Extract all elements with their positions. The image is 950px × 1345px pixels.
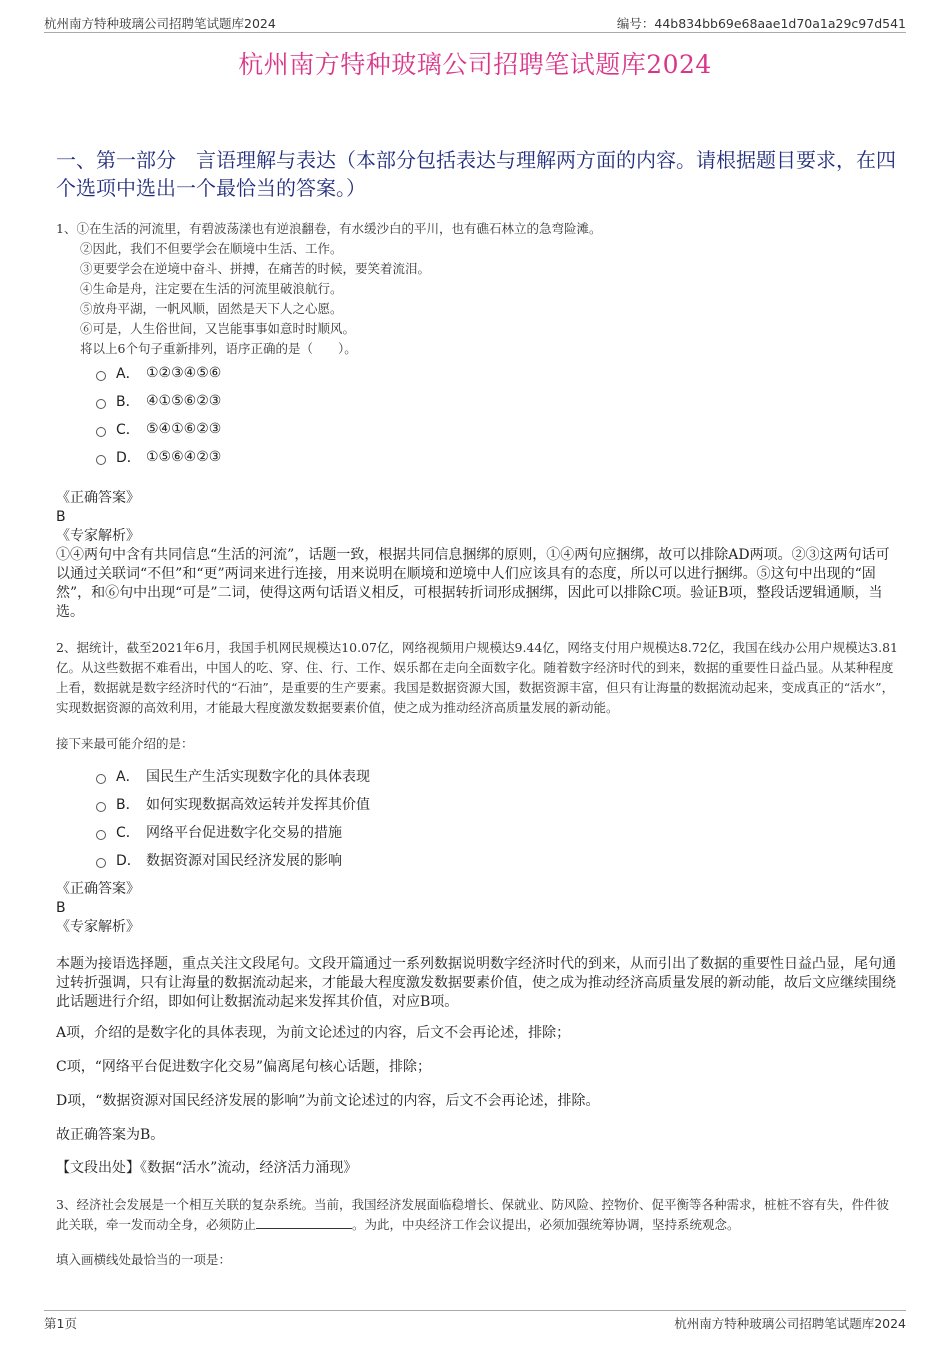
option-d[interactable] xyxy=(96,846,370,874)
option-text: 网络平台促进数字化交易的措施 xyxy=(146,825,342,841)
fill-in-blank xyxy=(256,1216,352,1229)
analysis-paragraph: A项，介绍的是数字化的具体表现，为前文论述过的内容，后文不会再论述，排除； xyxy=(56,1025,571,1041)
analysis-label: 《专家解析》 xyxy=(56,919,140,935)
option-letter: B． xyxy=(116,394,140,410)
question-2-options xyxy=(96,762,370,874)
radio-icon[interactable] xyxy=(96,455,106,465)
answer-value: B xyxy=(56,900,66,916)
analysis-paragraph: 本题为接语选择题，重点关注文段尾句。文段开篇通过一系列数据说明数字经济时代的到来，从而引出了数据的重要性日益凸显，尾句通过转折强调，只有让海量的数据流动起来，才能最大程度激发数据要素价值，使之成为推动经济高质量发展的新动能，故后文应继续围绕此话题进行介绍，即如何让数据流动起来发挥其价值，对应B项。 xyxy=(56,956,896,1010)
radio-icon[interactable] xyxy=(96,858,106,868)
question-1-stem xyxy=(56,219,898,359)
radio-icon[interactable] xyxy=(96,830,106,840)
option-a[interactable] xyxy=(96,359,221,387)
page-title: 杭州南方特种玻璃公司招聘笔试题库2024 xyxy=(238,50,712,79)
source-citation: 【文段出处】《数据“活水”流动，经济活力涌现》 xyxy=(56,1160,358,1176)
option-c[interactable] xyxy=(96,818,370,846)
section-heading: 一、第一部分 言语理解与表达（本部分包括表达与理解两方面的内容。请根据题目要求，在四个选项中选出一个最恰当的答案。） xyxy=(56,148,896,200)
analysis-paragraph: C项，“网络平台促进数字化交易”偏离尾句核心话题，排除； xyxy=(56,1059,432,1075)
question-1-answer xyxy=(56,489,898,622)
option-text: 数据资源对国民经济发展的影响 xyxy=(146,853,342,869)
option-a[interactable] xyxy=(96,762,370,790)
question-2-stem: 2、据统计，截至2021年6月，我国手机网民规模达10.07亿，网络视频用户规模达9.44亿，网络支付用户规模达8.72亿，我国在线办公用户规模达3.81亿。从这些数据不难看出，中国人的吃、穿、住、行、工作、娱乐都在走向全面数字化。随着数字经济时代的到来，数据的重要性日益凸显。从某种程度上看，数据就是数字经济时代的“石油”，是重要的生产要素。我国是数据资源大国，数据资源丰富，但只有让海量的数据流动起来，变成真正的“活水”，实现数据资源的高效利用，才能最大程度激发数据要素价值，使之成为推动经济高质量发展的新动能。 xyxy=(56,640,899,715)
radio-icon[interactable] xyxy=(96,371,106,381)
radio-icon[interactable] xyxy=(96,427,106,437)
analysis-text: ①④两句中含有共同信息“生活的河流”，话题一致，根据共同信息捆绑的原则，①④两句应捆绑，故可以排除AD两项。②③这两句话可以通过关联词“不但”和“更”两词来进行连接，用来说明在顺境和逆境中人们应该具有的态度，所以可以进行捆绑。⑤这句中出现的“固然”，和⑥句中出现“可是”二词，使得这两句话语义相反，可根据转折词形成捆绑，因此可以排除C项。验证B项，整段话逻辑通顺，当选。 xyxy=(56,547,890,620)
analysis-paragraph: D项，“数据资源对国民经济发展的影响”为前文论述过的内容，后文不会再论述，排除。 xyxy=(56,1093,600,1109)
header-divider xyxy=(44,32,906,33)
option-b[interactable] xyxy=(96,387,221,415)
option-letter: B． xyxy=(116,797,140,813)
header-doc-title: 杭州南方特种玻璃公司招聘笔试题库2024 xyxy=(44,16,276,31)
answer-label: 《正确答案》 xyxy=(56,490,140,506)
question-2-answer xyxy=(56,880,898,937)
radio-icon[interactable] xyxy=(96,802,106,812)
q1-line: ⑥可是，人生俗世间，又岂能事事如意时时顺风。 xyxy=(80,321,356,336)
q1-line: ⑤放舟平湖，一帆风顺，固然是天下人之心愿。 xyxy=(80,301,343,316)
option-letter: A． xyxy=(116,769,140,785)
question-2-prompt: 接下来最可能介绍的是： xyxy=(56,736,194,751)
option-d[interactable] xyxy=(96,443,221,471)
radio-icon[interactable] xyxy=(96,399,106,409)
analysis-label: 《专家解析》 xyxy=(56,528,140,544)
option-letter: C． xyxy=(116,825,140,841)
q1-line: 将以上6个句子重新排列，语序正确的是（ ）。 xyxy=(80,341,357,356)
option-b[interactable] xyxy=(96,790,370,818)
option-text: 国民生产生活实现数字化的具体表现 xyxy=(146,769,370,785)
analysis-paragraph: 故正确答案为B。 xyxy=(56,1127,165,1143)
option-letter: D． xyxy=(116,450,141,466)
option-text: 如何实现数据高效运转并发挥其价值 xyxy=(146,797,370,813)
answer-value: B xyxy=(56,509,66,525)
footer-divider xyxy=(44,1310,906,1311)
q3-stem-part: 。为此，中央经济工作会议提出，必须加强统筹协调，坚持系统观念。 xyxy=(352,1217,740,1232)
page-header xyxy=(44,14,906,32)
option-letter: D． xyxy=(116,853,141,869)
q1-line: 1、①在生活的河流里，有碧波荡漾也有逆浪翻卷，有水缓沙白的平川，也有礁石林立的急弯险滩。 xyxy=(56,221,602,236)
answer-label: 《正确答案》 xyxy=(56,881,140,897)
page-footer xyxy=(44,1314,906,1332)
question-3-prompt: 填入画横线处最恰当的一项是： xyxy=(56,1252,232,1267)
header-doc-id: 编号：44b834bb69e68aae1d70a1a29c97d541 xyxy=(616,16,906,31)
option-letter: C． xyxy=(116,422,140,438)
q1-line: ②因此，我们不但要学会在顺境中生活、工作。 xyxy=(80,241,343,256)
option-text: ①②③④⑤⑥ xyxy=(146,365,222,381)
option-text: ①⑤⑥④②③ xyxy=(146,449,222,465)
option-text: ⑤④①⑥②③ xyxy=(146,421,222,437)
question-3-stem xyxy=(56,1195,898,1235)
radio-icon[interactable] xyxy=(96,774,106,784)
footer-doc-title: 杭州南方特种玻璃公司招聘笔试题库2024 xyxy=(674,1316,906,1331)
option-text: ④①⑤⑥②③ xyxy=(146,393,222,409)
q1-line: ④生命是舟，注定要在生活的河流里破浪航行。 xyxy=(80,281,343,296)
q3-stem-part: 3、经济社会发展是一个相互关联的复杂系统。当前，我国经济发展面临稳增长、保就业、防风险、控物价、促平衡等各种需求，桩桩不容有失，件件彼此关联，牵一发而动全身，必须防止 xyxy=(56,1197,889,1232)
option-letter: A． xyxy=(116,366,140,382)
question-1-options xyxy=(96,359,221,471)
option-c[interactable] xyxy=(96,415,221,443)
page-number: 第1页 xyxy=(44,1316,77,1331)
q1-line: ③更要学会在逆境中奋斗、拼搏，在痛苦的时候，要笑着流泪。 xyxy=(80,261,431,276)
